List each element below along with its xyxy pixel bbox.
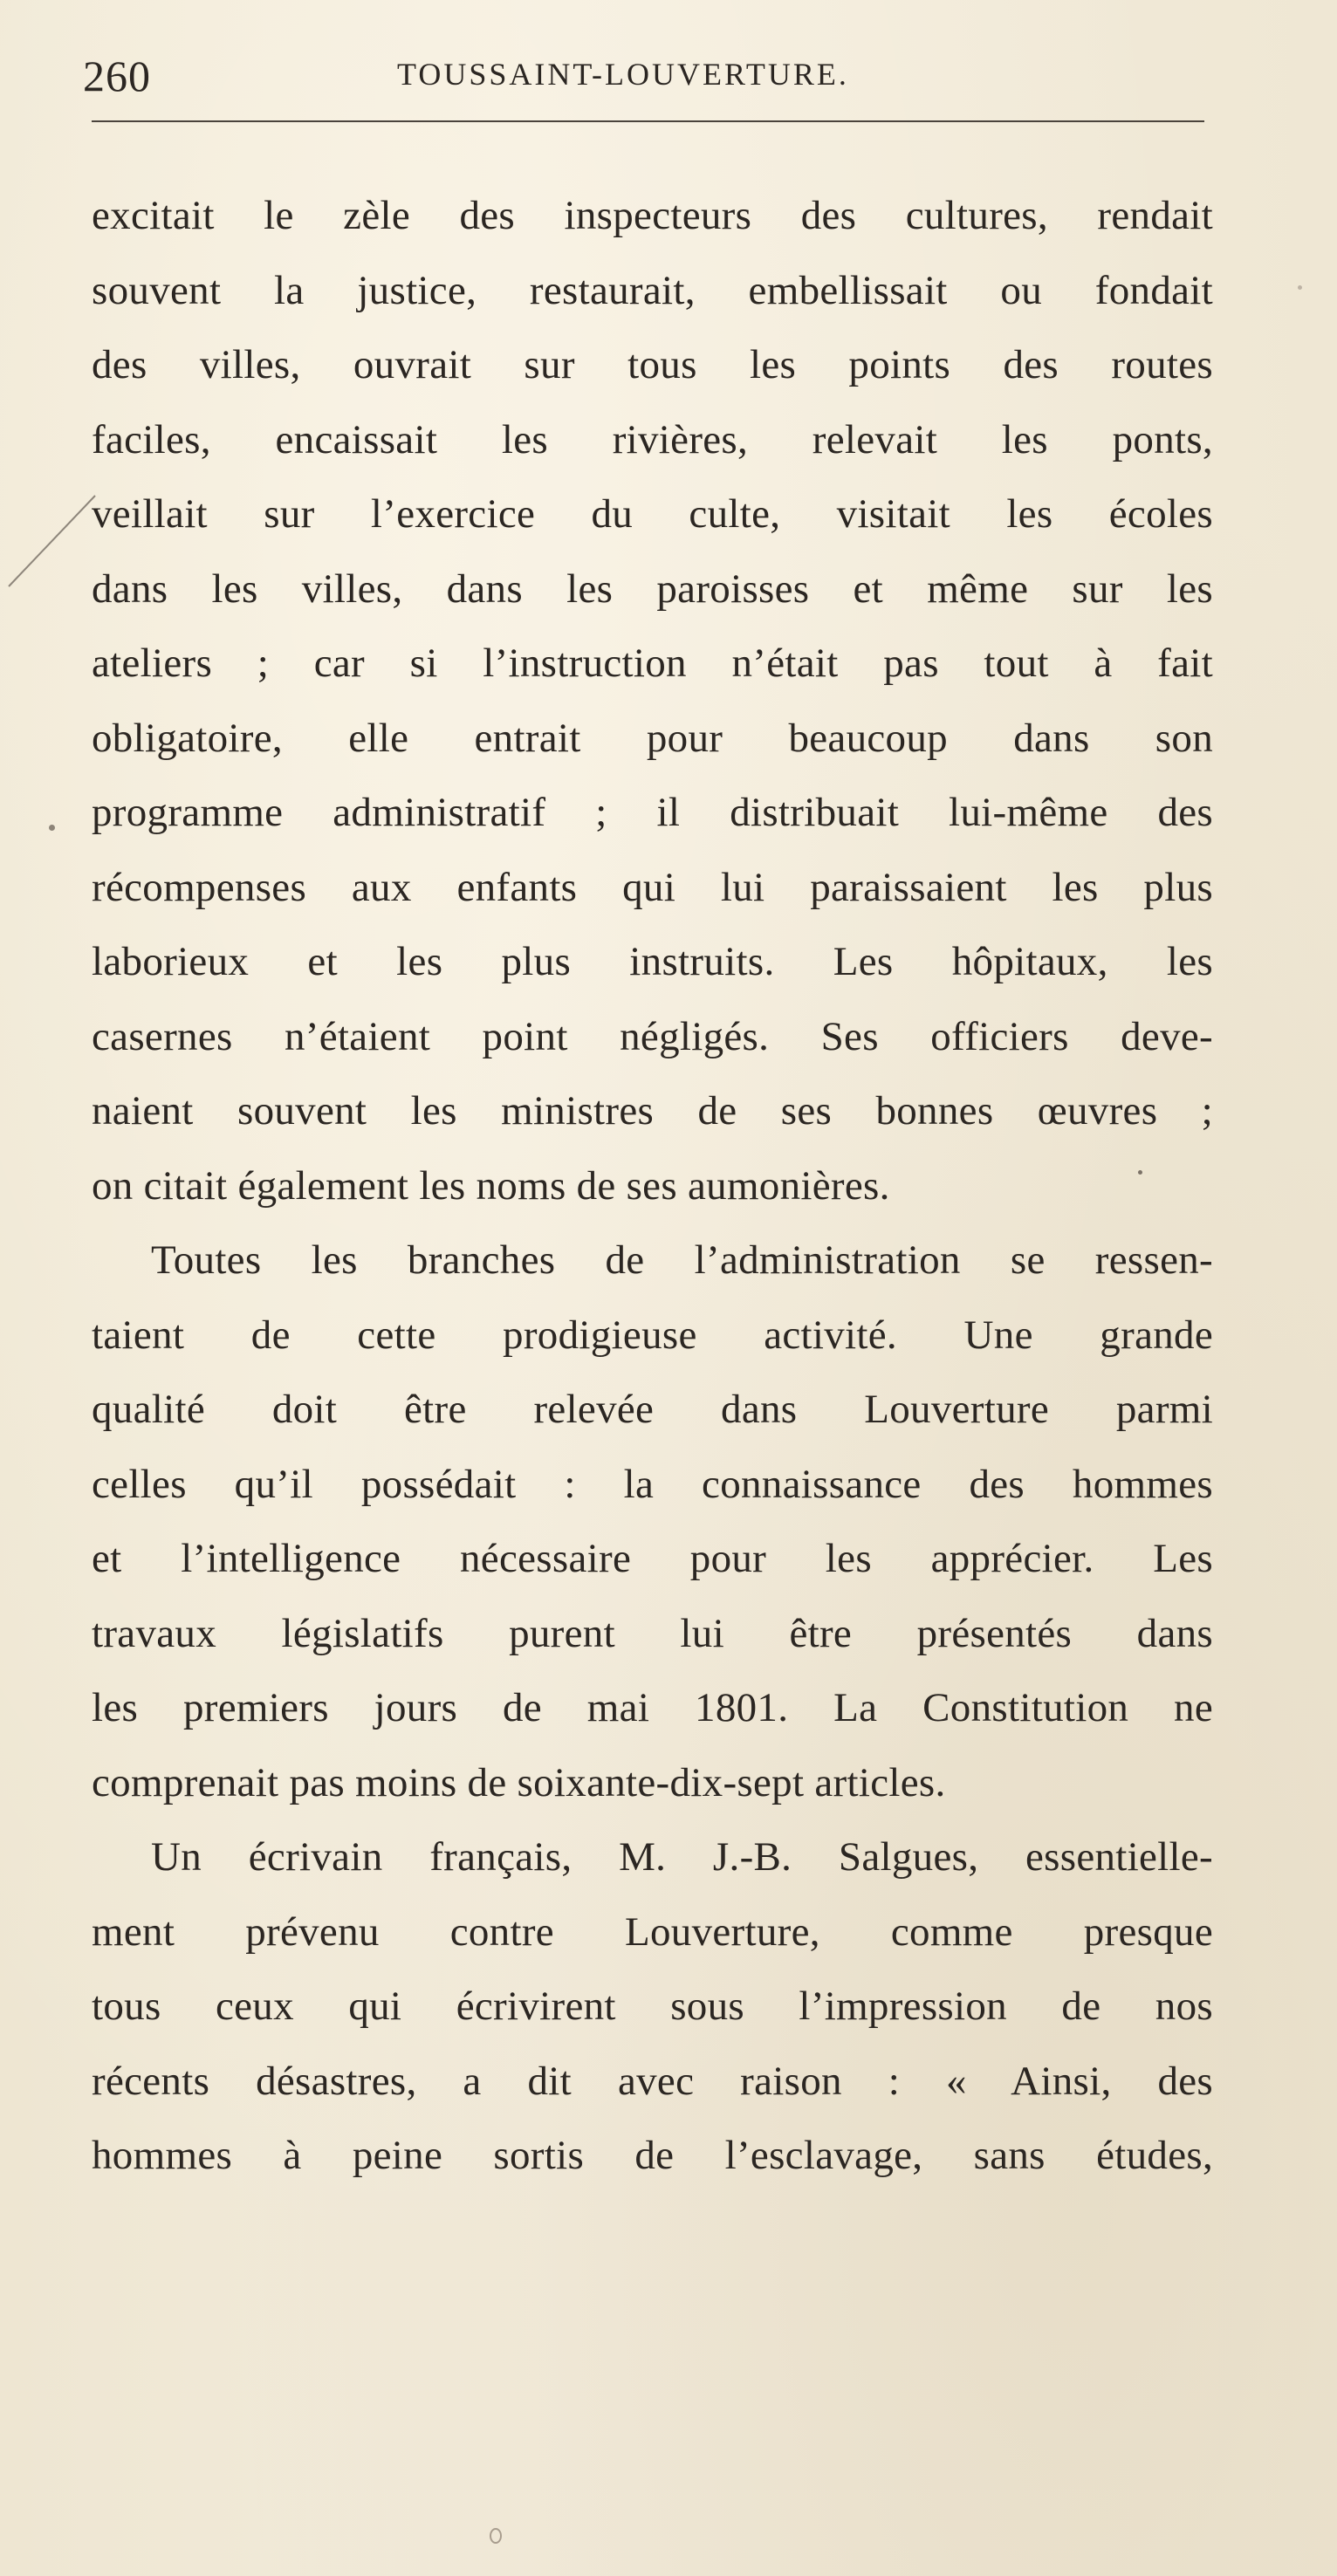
paper-mark — [490, 2528, 502, 2544]
text-line: dans les villes, dans les paroisses et même sur les — [92, 565, 1213, 612]
header-rule — [92, 120, 1204, 122]
text-line: qualité doit être relevée dans Louverture parmi — [92, 1387, 1213, 1432]
running-head — [83, 45, 1209, 106]
body-text — [92, 179, 1213, 2194]
text-line: récompenses aux enfants qui lui paraissaient les plus — [92, 864, 1213, 910]
running-title: TOUSSAINT-LOUVERTURE. — [397, 57, 849, 92]
text-line: récents désastres, a dit avec raison : « Ainsi, des — [92, 2058, 1213, 2104]
text-line: souvent la justice, restaurait, embellissait ou fondait — [92, 267, 1213, 313]
paragraph-start-line: Un écrivain français, M. J.-B. Salgues, essentielle- — [151, 1834, 1213, 1880]
text-line: les premiers jours de mai 1801. La Constitution ne — [92, 1685, 1213, 1730]
text-line: naient souvent les ministres de ses bonnes œuvres ; — [92, 1088, 1213, 1134]
page-number: 260 — [83, 51, 151, 100]
margin-speck — [1298, 285, 1302, 290]
text-line: excitait le zèle des inspecteurs des cultures, rendait — [92, 193, 1213, 238]
text-line: des villes, ouvrait sur tous les points des routes — [92, 342, 1213, 387]
paragraph-end-line: comprenait pas moins de soixante-dix-sept articles. — [92, 1759, 946, 1805]
text-line: hommes à peine sortis de l’esclavage, sans études, — [92, 2133, 1213, 2178]
margin-speck — [49, 825, 55, 831]
paragraph-start-line: Toutes les branches de l’administration se ressen- — [151, 1237, 1213, 1283]
text-line: laborieux et les plus instruits. Les hôpitaux, les — [92, 939, 1213, 984]
paragraph-end-line: on citait également les noms de ses aumonières. — [92, 1162, 890, 1209]
text-line: obligatoire, elle entrait pour beaucoup dans son — [92, 715, 1213, 761]
text-line: ateliers ; car si l’instruction n’était pas tout à fait — [92, 641, 1213, 686]
text-line: casernes n’étaient point négligés. Ses officiers deve- — [92, 1013, 1213, 1059]
text-line: travaux législatifs purent lui être présentés dans — [92, 1610, 1213, 1656]
text-line: faciles, encaissait les rivières, relevait les ponts, — [92, 416, 1213, 462]
text-line: ment prévenu contre Louverture, comme presque — [92, 1908, 1213, 1955]
text-line: et l’intelligence nécessaire pour les apprécier. Les — [92, 1536, 1213, 1581]
text-line: celles qu’il possédait : la connaissance des hommes — [92, 1461, 1213, 1507]
text-line: programme administratif ; il distribuait lui-même des — [92, 790, 1213, 835]
text-line: tous ceux qui écrivirent sous l’impression de nos — [92, 1983, 1213, 2029]
text-line: veillait sur l’exercice du culte, visitait les écoles — [92, 491, 1213, 537]
text-line: taient de cette prodigieuse activité. Une grande — [92, 1312, 1213, 1358]
